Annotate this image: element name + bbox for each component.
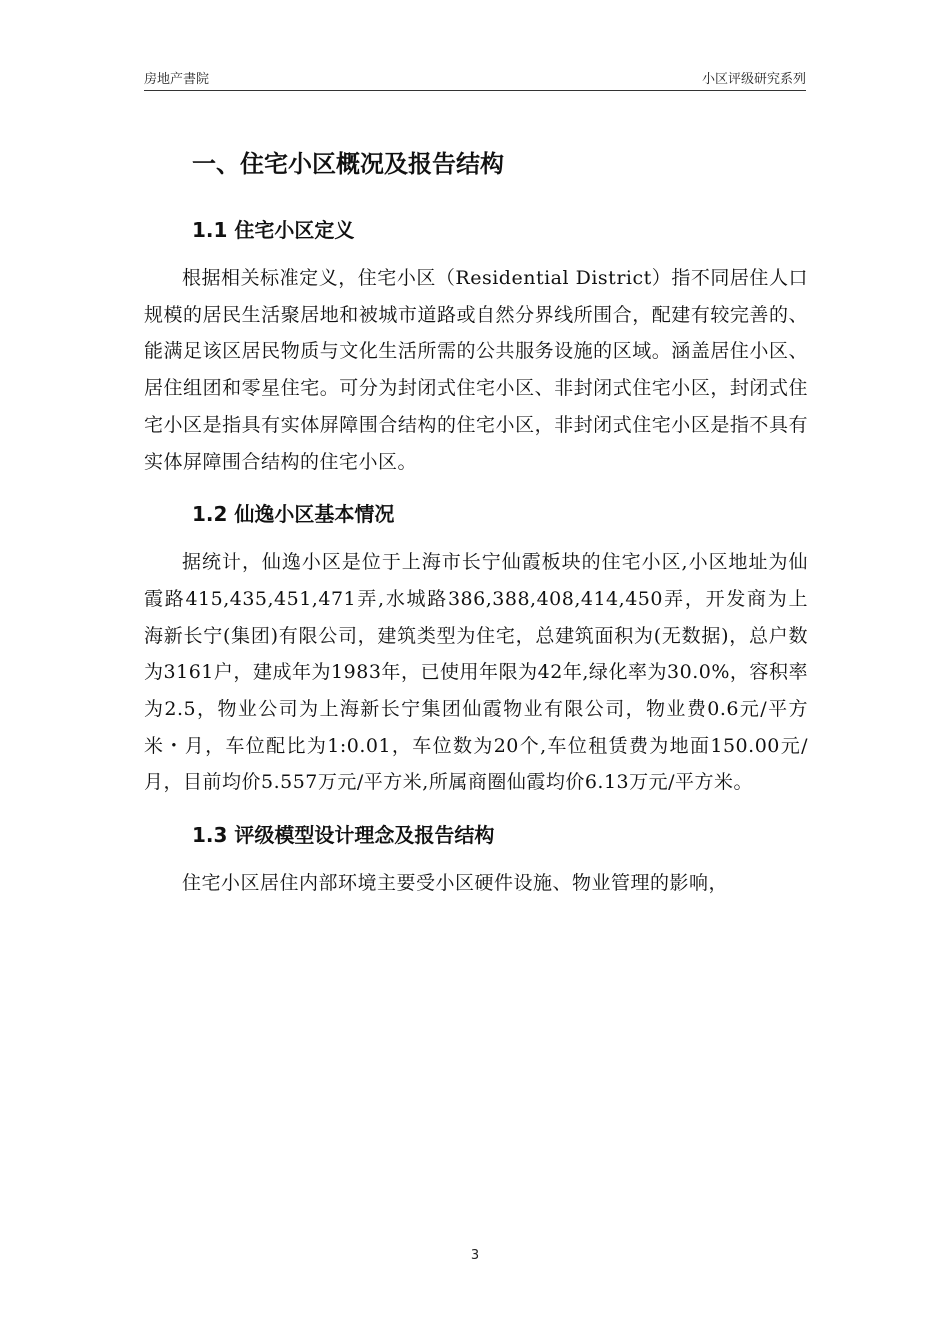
header-publisher: 房地产書院 [144,72,210,87]
section-paragraph-1-1: 根据相关标准定义，住宅小区（Residential District）指不同居住人口规模的居民生活聚居地和被城市道路或自然分界线所围合，配建有较完善的、能满足该区居民物质与文化生活所需的公共服务设施的区域。涵盖居住小区、居住组团和零星住宅。可分为封闭式住宅小区、非封闭式住宅小区，封闭式住宅小区是指具有实体屏障围合结构的住宅小区，非封闭式住宅小区是指不具有实体屏障围合结构的住宅小区。 [144,267,808,473]
chapter-title: 一、住宅小区概况及报告结构 [192,150,504,178]
section-title-1-3: 1.3 评级模型设计理念及报告结构 [192,823,495,848]
header-series-title: 小区评级研究系列 [701,72,806,87]
section-title-1-2: 1.2 仙逸小区基本情况 [192,502,395,527]
section-paragraph-1-3: 住宅小区居住内部环境主要受小区硬件设施、物业管理的影响， [182,872,729,895]
document-body [144,140,808,902]
section-paragraph-1-2: 据统计，仙逸小区是位于上海市长宁仙霞板块的住宅小区,小区地址为仙霞路415,435,451,471弄,水城路386,388,408,414,450弄，开发商为上海新长宁(集团)有限公司，建筑类型为住宅，总建筑面积为(无数据)，总户数为3161户，建成年为1983年，已使用年限为42年,绿化率为30.0%，容积率为2.5，物业公司为上海新长宁集团仙霞物业有限公司，物业费0.6元/平方米・月，车位配比为1:0.01，车位数为20个,车位租赁费为地面150.00元/月，目前均价5.557万元/平方米,所属商圈仙霞均价6.13万元/平方米。 [144,551,808,794]
page-number: 3 [470,1248,480,1263]
page-header [144,66,806,91]
section-title-1-1: 1.1 住宅小区定义 [192,218,355,242]
